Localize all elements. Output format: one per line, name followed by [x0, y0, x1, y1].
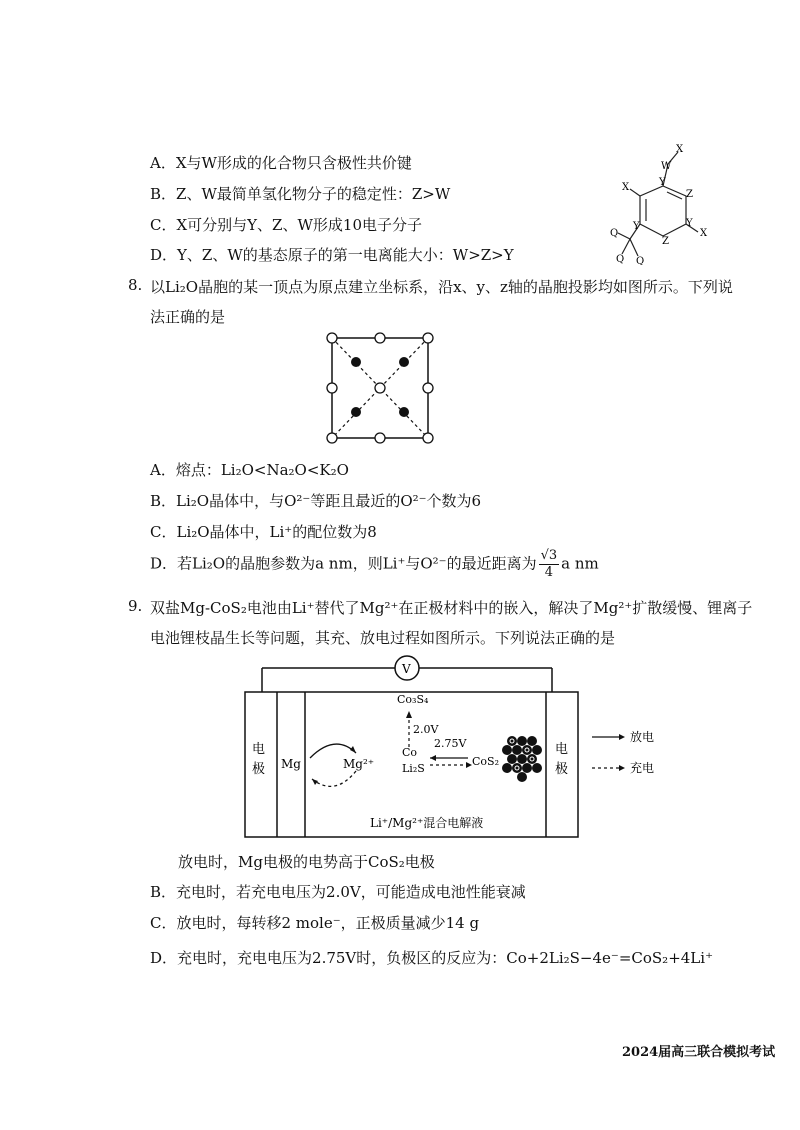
struct-y-label-2: Y: [686, 218, 693, 229]
q9-option-b: B．充电时，若充电电压为2.0V，可能造成电池性能衰减: [150, 883, 526, 901]
q8-option-d-fraction: [539, 548, 560, 581]
page-footer: 2024届高三联合模拟考试: [622, 1045, 776, 1060]
struct-x-label-right: X: [700, 228, 708, 239]
struct-x-label-top: X: [676, 144, 684, 155]
struct-z-label-1: Z: [686, 189, 693, 200]
q8-option-a: A．熔点：Li₂O<Na₂O<K₂O: [150, 461, 349, 479]
left-electrode-label-1: 电: [252, 742, 266, 757]
q9-option-a: 放电时，Mg电极的电势高于CoS₂电极: [178, 853, 435, 871]
mg-ion-label: Mg²⁺: [343, 757, 375, 771]
cos2-label: CoS₂: [472, 755, 499, 768]
v275-label: 2.75V: [434, 737, 467, 750]
co-label: Co: [402, 746, 418, 759]
co3s4-label: Co₃S₄: [397, 693, 429, 706]
q7-structure-diagram: [600, 140, 720, 265]
struct-q-label-3: Q: [636, 256, 645, 265]
fraction-numerator: √3: [540, 548, 558, 563]
q9-option-c: C．放电时，每转移2 mole⁻，正极质量减少14 g: [150, 914, 480, 932]
q7-option-d: D．Y、Z、W的基态原子的第一电离能大小：W>Z>Y: [150, 246, 514, 264]
right-electrode-label-1: 电: [555, 742, 569, 757]
q8-option-b: B．Li₂O晶体中，与O²⁻等距且最近的O²⁻个数为6: [150, 492, 482, 510]
q9-stem-line1: 双盐Mg-CoS₂电池由Li⁺替代了Mg²⁺在正极材料中的嵌入，解决了Mg²⁺扩散缓慢、锂离子: [150, 599, 753, 617]
fraction-denominator: 4: [544, 565, 554, 580]
q9-option-d: D．充电时，充电电压为2.75V时，负极区的反应为：Co+2Li₂S−4e⁻=CoS₂+4Li⁺: [150, 949, 713, 967]
struct-w-label: W: [661, 161, 672, 172]
q9-stem-line2: 电池锂枝晶生长等问题，其充、放电过程如图所示。下列说法正确的是: [150, 629, 616, 647]
legend-discharge-label: 放电: [630, 730, 655, 744]
electrolyte-label: Li⁺/Mg²⁺混合电解液: [370, 816, 484, 830]
struct-y-label-3: Y: [633, 221, 640, 232]
legend-charge-label: 充电: [630, 761, 655, 775]
struct-y-label-1: Y: [659, 177, 666, 188]
cos2-particle-cluster: [502, 736, 542, 782]
q8-stem-line2: 法正确的是: [150, 308, 226, 326]
voltmeter-label: V: [402, 662, 411, 676]
v20-label: 2.0V: [413, 723, 439, 736]
struct-x-label-left: X: [622, 182, 630, 193]
q8-option-c: C．Li₂O晶体中，Li⁺的配位数为8: [150, 523, 377, 541]
mg-label: Mg: [281, 757, 301, 771]
left-electrode-label-2: 极: [252, 762, 266, 777]
right-electrode-label-2: 极: [555, 762, 569, 777]
q7-option-b: B．Z、W最简单氢化物分子的稳定性：Z>W: [150, 185, 451, 203]
q9-battery-diagram: [240, 655, 680, 840]
struct-q-label-2: Q: [616, 254, 625, 265]
q9-number: 9.: [128, 597, 143, 615]
q7-option-c: C．X可分别与Y、Z、W形成10电子分子: [150, 216, 422, 234]
q8-number: 8.: [128, 276, 143, 294]
q7-option-a: A．X与W形成的化合物只含极性共价键: [150, 154, 412, 172]
li2s-label: Li₂S: [402, 762, 425, 775]
q8-option-d: [150, 548, 599, 581]
struct-z-label-2: Z: [662, 236, 669, 247]
struct-q-label-1: Q: [610, 228, 619, 239]
q8-option-d-suffix: a nm: [561, 554, 599, 573]
q8-stem-line1: 以Li₂O晶胞的某一顶点为原点建立坐标系，沿x、y、z轴的晶胞投影均如图所示。下列说: [150, 278, 733, 296]
q8-crystal-projection: [320, 330, 440, 448]
q8-option-d-prefix: D．若Li₂O的晶胞参数为a nm，则Li⁺与O²⁻的最近距离为: [150, 554, 537, 573]
